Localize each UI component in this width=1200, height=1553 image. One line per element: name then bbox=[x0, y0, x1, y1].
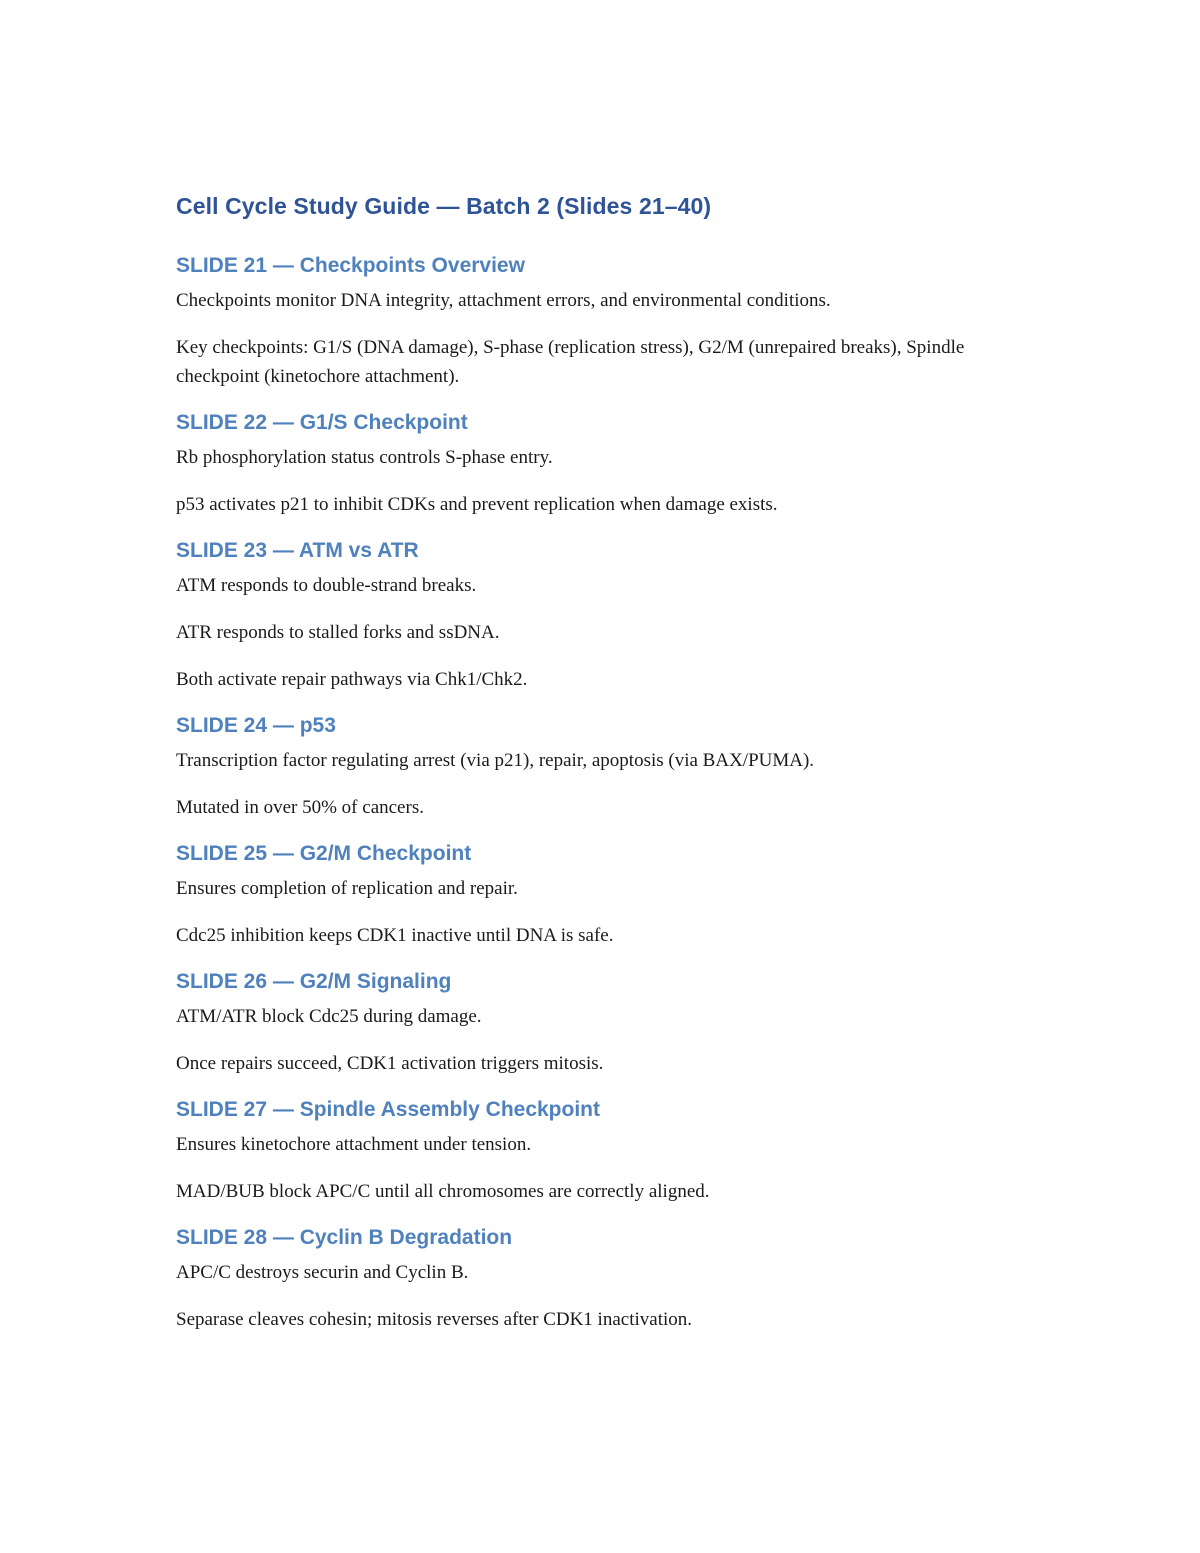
slide-section-22 bbox=[176, 409, 1026, 519]
slide-section-23 bbox=[176, 537, 1026, 694]
slide-paragraph: APC/C destroys securin and Cyclin B. bbox=[176, 1262, 469, 1283]
slide-section-24 bbox=[176, 712, 1026, 822]
slide-paragraph: MAD/BUB block APC/C until all chromosomes are correctly aligned. bbox=[176, 1181, 710, 1202]
slide-paragraph: Ensures kinetochore attachment under tension. bbox=[176, 1134, 532, 1155]
slide-heading: SLIDE 28 — Cyclin B Degradation bbox=[176, 1226, 513, 1249]
slide-heading: SLIDE 25 — G2/M Checkpoint bbox=[176, 842, 472, 865]
slide-paragraph: p53 activates p21 to inhibit CDKs and prevent replication when damage exists. bbox=[176, 494, 778, 515]
slide-section-21 bbox=[176, 252, 1026, 391]
slide-paragraph: ATM responds to double-strand breaks. bbox=[176, 575, 477, 596]
slide-heading: SLIDE 21 — Checkpoints Overview bbox=[176, 254, 525, 277]
slide-paragraph: Rb phosphorylation status controls S-phase entry. bbox=[176, 447, 553, 468]
slide-paragraph: Both activate repair pathways via Chk1/Chk2. bbox=[176, 669, 528, 690]
document-title: Cell Cycle Study Guide — Batch 2 (Slides 21–40) bbox=[176, 193, 712, 219]
slide-paragraph: ATM/ATR block Cdc25 during damage. bbox=[176, 1006, 482, 1027]
slide-heading: SLIDE 22 — G1/S Checkpoint bbox=[176, 411, 468, 434]
slide-paragraph: Mutated in over 50% of cancers. bbox=[176, 797, 424, 818]
slide-section-26 bbox=[176, 968, 1026, 1078]
slide-paragraph: ATR responds to stalled forks and ssDNA. bbox=[176, 622, 500, 643]
slide-section-27 bbox=[176, 1096, 1026, 1206]
slide-section-25 bbox=[176, 840, 1026, 950]
slide-paragraph: Ensures completion of replication and repair. bbox=[176, 878, 518, 899]
slide-paragraph: Key checkpoints: G1/S (DNA damage), S-phase (replication stress), G2/M (unrepaired breaks), Spindle checkpoint (kinetochore attachment). bbox=[176, 337, 965, 387]
slide-paragraph: Separase cleaves cohesin; mitosis reverses after CDK1 inactivation. bbox=[176, 1309, 692, 1330]
slide-paragraph: Transcription factor regulating arrest (via p21), repair, apoptosis (via BAX/PUMA). bbox=[176, 750, 815, 771]
slide-paragraph: Once repairs succeed, CDK1 activation triggers mitosis. bbox=[176, 1053, 604, 1074]
slide-heading: SLIDE 24 — p53 bbox=[176, 714, 336, 737]
slide-heading: SLIDE 27 — Spindle Assembly Checkpoint bbox=[176, 1098, 600, 1121]
slide-section-28 bbox=[176, 1224, 1026, 1334]
slide-paragraph: Cdc25 inhibition keeps CDK1 inactive until DNA is safe. bbox=[176, 925, 614, 946]
slide-heading: SLIDE 26 — G2/M Signaling bbox=[176, 970, 452, 993]
slide-heading: SLIDE 23 — ATM vs ATR bbox=[176, 539, 419, 562]
slide-paragraph: Checkpoints monitor DNA integrity, attachment errors, and environmental conditions. bbox=[176, 290, 831, 311]
document-body bbox=[176, 190, 1026, 1352]
